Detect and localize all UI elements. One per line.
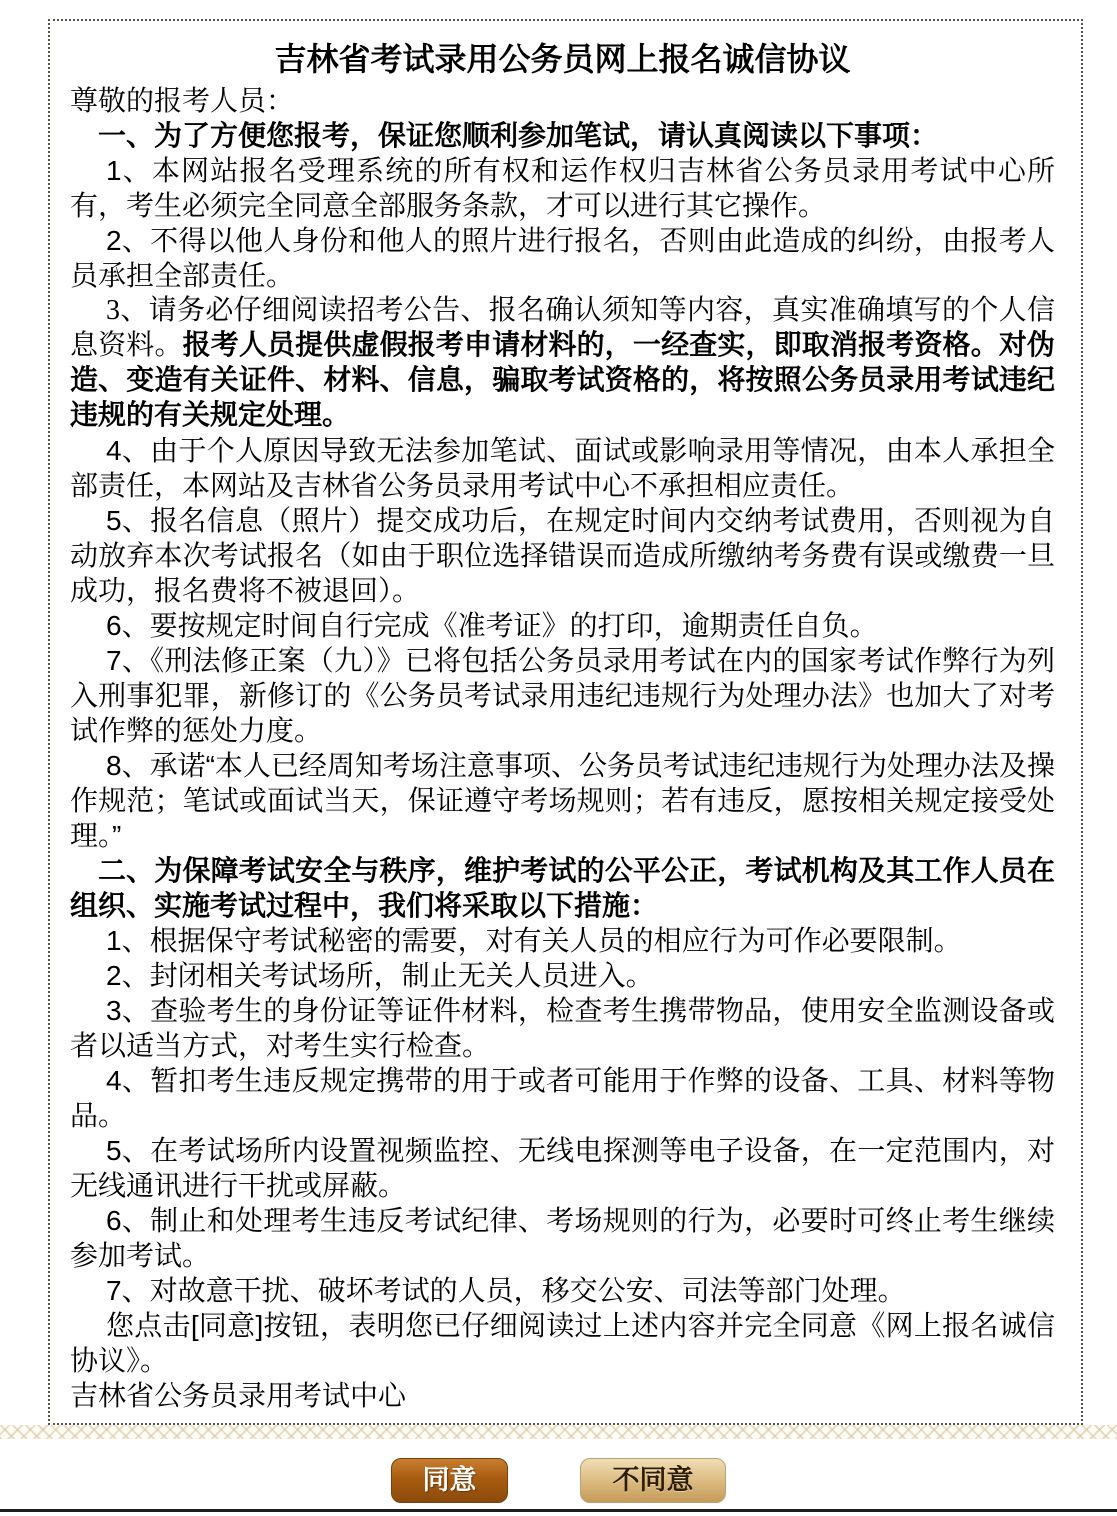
paragraph: 6、要按规定时间自行完成《准考证》的打印，逾期责任自负。 bbox=[106, 610, 878, 641]
paragraph: 一、为了方便您报考，保证您顺利参加笔试，请认真阅读以下事项： bbox=[98, 120, 939, 151]
paragraph: 4、暂扣考生违反规定携带的用于或者可能用于作弊的设备、工具、材料等物品。 bbox=[70, 1065, 1055, 1131]
paragraph: 5、在考试场所内设置视频监控、无线电探测等电子设备，在一定范围内，对无线通讯进行干扰或屏蔽。 bbox=[70, 1135, 1055, 1201]
disagree-button[interactable]: 不同意 bbox=[580, 1458, 726, 1503]
text-run: 3、请务必仔细阅读招考公告、报名确认须知等内容，真实准确填写的个人信息资料。 bbox=[70, 295, 1055, 361]
paragraph: 8、承诺“本人已经周知考场注意事项、公务员考试违纪违规行为处理办法及操作规范；笔试或面试当天，保证遵守考场规则；若有违反，愿按相关规定接受处理。” bbox=[70, 750, 1055, 851]
paragraph: 6、制止和处理考生违反考试纪律、考场规则的行为，必要时可终止考生继续参加考试。 bbox=[70, 1205, 1055, 1271]
texture-divider bbox=[0, 1425, 1117, 1439]
footer-divider-line bbox=[0, 1509, 1117, 1512]
paragraph: 2、不得以他人身份和他人的照片进行报名，否则由此造成的纠纷，由报考人员承担全部责任。 bbox=[70, 225, 1055, 291]
paragraph: 您点击[同意]按钮，表明您已仔细阅读过上述内容并完全同意《网上报名诚信协议》。 bbox=[70, 1310, 1055, 1376]
signature: 吉林省公务员录用考试中心 bbox=[70, 1380, 407, 1411]
paragraph: 1、根据保守考试秘密的需要，对有关人员的相应行为可作必要限制。 bbox=[106, 925, 962, 956]
paragraph: 7、对故意干扰、破坏考试的人员，移交公安、司法等部门处理。 bbox=[106, 1275, 906, 1306]
buttons-row bbox=[0, 1458, 1117, 1503]
text-run: 报考人员提供虚假报考申请材料的，一经查实，即取消报考资格。对伪造、变造有关证件、材料、信息，骗取考试资格的，将按照公务员录用考试违纪违规的有关规定处理。 bbox=[70, 330, 1055, 431]
paragraph: 2、封闭相关考试场所，制止无关人员进入。 bbox=[106, 960, 654, 991]
page-title: 吉林省考试录用公务员网上报名诚信协议 bbox=[274, 41, 851, 77]
paragraph: 尊敬的报考人员： bbox=[70, 85, 295, 116]
agreement-body bbox=[70, 83, 1055, 1413]
paragraph: 1、本网站报名受理系统的所有权和运作权归吉林省公务员录用考试中心所有，考生必须完全同意全部服务条款，才可以进行其它操作。 bbox=[70, 155, 1055, 221]
paragraph: 7、《刑法修正案（九）》已将包括公务员录用考试在内的国家考试作弊行为列入刑事犯罪，新修订的《公务员考试录用违纪违规行为处理办法》也加大了对考试作弊的惩处力度。 bbox=[70, 645, 1055, 746]
agree-button[interactable]: 同意 bbox=[391, 1458, 508, 1503]
agreement-box bbox=[48, 19, 1083, 1425]
paragraph: 二、为保障考试安全与秩序，维护考试的公平公正，考试机构及其工作人员在组织、实施考试过程中，我们将采取以下措施： bbox=[70, 855, 1055, 921]
paragraph: 3、查验考生的身份证等证件材料，检查考生携带物品，使用安全监测设备或者以适当方式，对考生实行检查。 bbox=[70, 995, 1055, 1061]
paragraph: 5、报名信息（照片）提交成功后，在规定时间内交纳考试费用，否则视为自动放弃本次考试报名（如由于职位选择错误而造成所缴纳考务费有误或缴费一旦成功，报名费将不被退回）。 bbox=[70, 505, 1055, 606]
paragraph: 4、由于个人原因导致无法参加笔试、面试或影响录用等情况，由本人承担全部责任，本网站及吉林省公务员录用考试中心不承担相应责任。 bbox=[70, 435, 1055, 501]
paragraph bbox=[70, 293, 1055, 433]
